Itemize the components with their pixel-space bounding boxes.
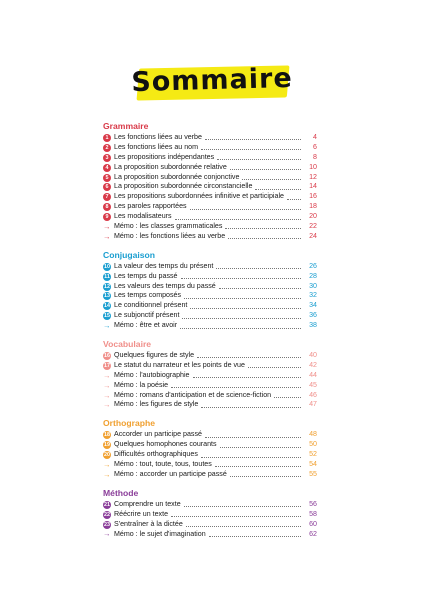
arrow-glyph: → [103,400,111,410]
dot-leader [201,407,301,408]
dot-leader [184,506,301,507]
number-badge-label: 16 [104,352,110,359]
arrow-icon [103,372,113,380]
toc-entry[interactable] [103,321,317,331]
toc-entry-label: Mémo : le sujet d'imagination [114,529,206,538]
number-badge [103,511,113,519]
toc-entry-page: 14 [309,182,317,191]
number-badge-label: 19 [104,442,110,449]
toc-entry-label: Les paroles rapportées [114,202,187,211]
toc-entry-label: Le subjonctif présent [114,311,180,320]
toc-entry[interactable] [103,440,317,450]
number-badge [103,154,113,162]
dot-leader [225,228,301,229]
number-badge [103,174,113,182]
section-heading: Conjugaison [103,249,156,260]
arrow-icon [103,322,113,330]
arrow-glyph: → [103,231,111,241]
toc-entry-label: Les fonctions liées au verbe [114,133,202,141]
dot-leader [219,288,301,289]
toc-entry-label: Mémo : être et avoir [114,321,178,330]
toc-entry-page: 10 [309,162,317,171]
arrow-glyph: → [103,459,111,469]
arrow-icon [103,471,113,479]
number-badge [103,183,113,191]
dot-leader [205,437,301,438]
number-badge-label: 6 [103,183,111,191]
number-badge [103,134,113,142]
dot-leader [242,179,301,180]
number-badge [103,203,113,211]
toc-entry[interactable] [103,430,317,440]
section-heading: Vocabulaire [103,339,152,350]
toc-entry-label: Les temps composés [114,291,182,300]
number-badge-label: 23 [104,521,110,528]
toc-entry-label: Le statut du narrateur et les points de vue [114,360,245,369]
toc-entry[interactable] [103,400,317,410]
arrow-glyph: → [103,221,111,231]
toc-entry[interactable] [103,351,317,361]
section-heading: Méthode [103,487,139,498]
toc-entry-page: 24 [309,231,317,240]
number-badge [103,283,113,291]
toc-entry-page: 38 [309,321,317,330]
toc-entry-label: Mémo : l'autobiographie [114,370,190,379]
dot-leader [186,526,301,527]
dot-leader [255,189,301,190]
toc-entry[interactable] [103,212,317,222]
dot-leader [209,536,301,537]
toc-entry-page: 58 [309,509,317,518]
toc-entry-label: Comprendre un texte [114,499,181,508]
toc-entry-page: 62 [309,529,317,538]
toc-entry-page: 28 [309,271,317,280]
dot-leader [216,268,301,269]
toc-entry-label: Réécrire un texte [114,509,169,518]
toc-entry[interactable] [103,301,317,311]
toc-entry[interactable] [103,381,317,391]
number-badge [103,451,113,459]
arrow-icon [103,530,113,538]
arrow-icon [103,392,113,400]
number-badge-label: 9 [103,213,111,221]
dot-leader [248,367,301,368]
toc-entry-page: 34 [309,301,317,310]
number-badge-label: 8 [103,203,111,211]
toc-entry-label: Les modalisateurs [114,212,172,221]
toc-entry[interactable] [103,391,317,401]
toc-entry-label: Les propositions indépendantes [114,152,215,161]
toc-entry-label: Quelques homophones courants [114,440,217,449]
arrow-icon [103,382,113,390]
toc-entry-page: 30 [309,281,317,290]
arrow-glyph: → [103,380,111,390]
number-badge-label: 2 [103,144,111,152]
number-badge-label: 20 [104,452,110,459]
number-badge [103,273,113,281]
toc-entry-label: La proposition subordonnée conjonctive [114,172,240,181]
toc-entry[interactable] [103,153,317,163]
dot-leader [180,328,301,329]
toc-entry[interactable] [103,232,317,242]
arrow-icon [103,461,113,469]
number-badge [103,144,113,152]
dot-leader [220,447,301,448]
number-badge-label: 3 [103,154,111,162]
dot-leader [228,238,301,239]
toc-entry-label: Accorder un participe passé [114,430,202,439]
toc-entry-page: 16 [309,192,317,201]
number-badge-label: 12 [104,283,110,290]
toc-entry-page: 48 [309,430,317,439]
toc-entry-page: 42 [309,360,317,369]
section-heading: Orthographe [103,418,156,429]
dot-leader [274,397,301,398]
toc-entry-label: S'entraîner à la dictée [114,519,183,528]
toc-entry-label: Les valeurs des temps du passé [114,281,216,290]
toc-entry-label: Les temps du passé [114,271,178,280]
dot-leader [215,466,301,467]
toc-entry[interactable] [103,192,317,202]
dot-leader [182,318,301,319]
toc-entry-page: 8 [313,152,317,161]
toc-entry-label: Mémo : les fonctions liées au verbe [114,231,226,240]
toc-entry-page: 50 [309,440,317,449]
arrow-glyph: → [103,529,111,539]
toc-entry-page: 6 [313,142,317,151]
toc-section-orthographe [103,418,317,479]
toc-entry-page: 46 [309,390,317,399]
toc-entry-page: 52 [309,450,317,459]
number-badge [103,362,113,370]
toc-entry-page: 18 [309,202,317,211]
number-badge-label: 18 [104,432,110,439]
toc-section-vocabulaire [103,339,317,410]
toc-entry[interactable] [103,272,317,282]
toc-entry-page: 32 [309,291,317,300]
dot-leader [184,298,301,299]
toc-entry-page: 47 [309,400,317,409]
table-of-contents [103,121,317,547]
number-badge [103,193,113,201]
toc-entry[interactable] [103,371,317,381]
toc-entry-page: 56 [309,499,317,508]
toc-entry[interactable] [103,311,317,321]
number-badge [103,263,113,271]
section-heading: Grammaire [103,121,149,131]
toc-entry[interactable] [103,520,317,530]
toc-entry-page: 36 [309,311,317,320]
toc-entry[interactable] [103,182,317,192]
number-badge-label: 5 [103,174,111,182]
toc-entry-label: Mémo : la poésie [114,380,169,389]
toc-entry[interactable] [103,530,317,540]
toc-entry-label: La proposition subordonnée circonstancielle [114,182,253,191]
toc-entry[interactable] [103,143,317,153]
dot-leader [175,219,301,220]
number-badge [103,302,113,310]
toc-section-methode [103,488,317,540]
toc-entry[interactable] [103,222,317,232]
number-badge-label: 14 [104,303,110,310]
number-badge [103,441,113,449]
dot-leader [171,387,301,388]
dot-leader [287,199,301,200]
dot-leader [230,476,301,477]
arrow-glyph: → [103,370,111,380]
toc-entry-label: Mémo : les figures de style [114,400,199,409]
dot-leader [217,159,301,160]
toc-entry[interactable] [103,500,317,510]
toc-entry-page: 54 [309,460,317,469]
dot-leader [197,357,301,358]
dot-leader [190,209,301,210]
arrow-glyph: → [103,469,111,479]
number-badge-label: 11 [104,273,110,280]
toc-entry-label: La proposition subordonnée relative [114,162,227,171]
title-block [0,62,424,108]
number-badge-label: 10 [104,263,110,270]
toc-entry-page: 55 [309,469,317,478]
toc-entry-label: Les propositions subordonnées infinitive et participiale [114,192,284,201]
toc-entry-label: Mémo : les classes grammaticales [114,222,223,231]
number-badge [103,352,113,360]
toc-entry[interactable] [103,202,317,212]
toc-entry[interactable] [103,470,317,480]
arrow-icon [103,233,113,241]
dot-leader [205,139,301,140]
number-badge [103,431,113,439]
number-badge-label: 17 [104,362,110,369]
number-badge-label: 13 [104,293,110,300]
toc-entry-label: Mémo : accorder un participe passé [114,469,227,478]
toc-section-conjugaison [103,250,317,331]
number-badge [103,312,113,320]
number-badge [103,213,113,221]
number-badge-label: 21 [104,501,110,508]
toc-entry-label: Le conditionnel présent [114,301,188,310]
number-badge-label: 22 [104,511,110,518]
toc-entry-page: 44 [309,370,317,379]
toc-section-grammaire [103,121,317,242]
arrow-glyph: → [103,321,111,331]
toc-entry-page: 26 [309,261,317,270]
number-badge-label: 4 [103,164,111,172]
number-badge [103,164,113,172]
toc-entry-page: 12 [309,172,317,181]
toc-entry[interactable] [103,163,317,173]
toc-entry[interactable] [103,173,317,183]
toc-entry[interactable] [103,291,317,301]
number-badge [103,501,113,509]
toc-entry-page: 60 [309,519,317,528]
number-badge-label: 7 [103,193,111,201]
arrow-icon [103,401,113,409]
toc-entry-page: 20 [309,212,317,221]
toc-entry-page: 4 [313,133,317,141]
dot-leader [230,169,301,170]
dot-leader [201,457,301,458]
page-title: Sommaire [130,62,294,99]
toc-entry-label: Mémo : tout, toute, tous, toutes [114,460,212,469]
number-badge-label: 1 [103,134,111,142]
toc-entry[interactable] [103,361,317,371]
toc-entry-label: Quelques figures de style [114,351,195,360]
number-badge [103,521,113,529]
arrow-glyph: → [103,390,111,400]
dot-leader [171,516,301,517]
toc-entry[interactable] [103,510,317,520]
toc-entry[interactable] [103,262,317,272]
number-badge-label: 15 [104,313,110,320]
toc-entry-page: 40 [309,351,317,360]
toc-entry[interactable] [103,460,317,470]
toc-entry-page: 22 [309,222,317,231]
toc-entry-page: 45 [309,380,317,389]
dot-leader [190,308,301,309]
toc-entry-label: La valeur des temps du présent [114,261,214,270]
dot-leader [193,377,302,378]
toc-entry-label: Les fonctions liées au nom [114,142,198,151]
toc-entry-label: Difficultés orthographiques [114,450,198,459]
number-badge [103,292,113,300]
toc-entry-label: Mémo : romans d'anticipation et de science-fiction [114,390,272,399]
dot-leader [181,278,302,279]
arrow-icon [103,223,113,231]
dot-leader [201,149,301,150]
toc-entry[interactable] [103,450,317,460]
toc-entry[interactable] [103,282,317,292]
toc-entry[interactable] [103,133,317,143]
